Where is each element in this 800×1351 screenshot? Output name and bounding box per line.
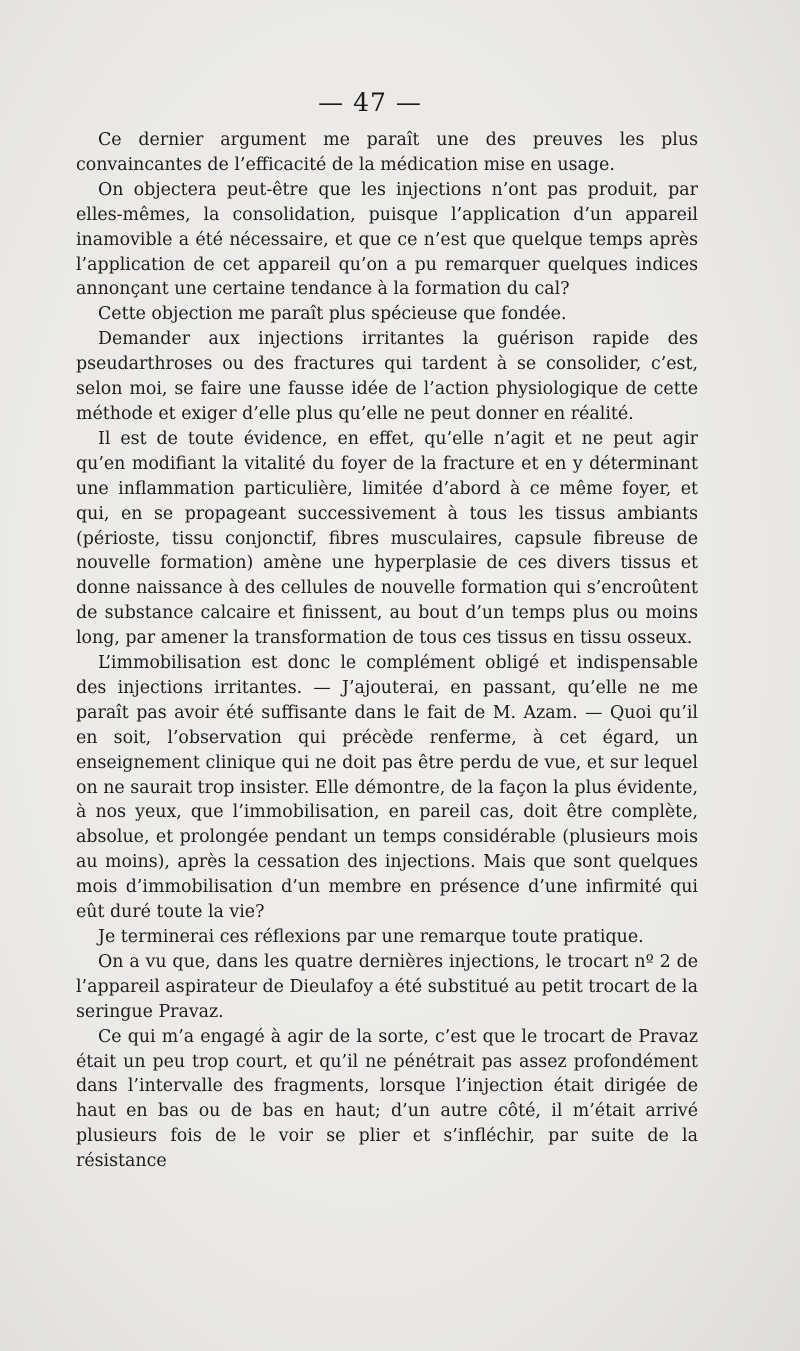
paragraph: Il est de toute évidence, en effet, qu’elle n’agit et ne peut agir qu’en modifiant la vitalité du foyer de la fracture et en y déterminant une inflammation particulière, limitée d’abord à ce même foyer, et qui, en se propageant successivement à tous les tissus ambiants (périoste, tissu conjonctif, fibres musculaires, capsule fibreuse de nouvelle formation) amène une hyperplasie de ces divers tissus et donne naissance à des cellules de nouvelle formation qui s’encroûtent de substance calcaire et finissent, au bout d’un temps plus ou moins long, par amener la transformation de tous ces tissus en tissu osseux. xyxy=(76,428,698,649)
body-text xyxy=(76,128,698,1174)
paragraph: Je terminerai ces réflexions par une remarque toute pratique. xyxy=(98,927,644,947)
page-number: — 47 — xyxy=(318,88,422,117)
paragraph: Ce qui m’a engagé à agir de la sorte, c’est que le trocart de Pravaz était un peu trop court, et qu’il ne pénétrait pas assez profondément dans l’intervalle des fragments, lorsque l’injection était dirigée de haut en bas ou de bas en haut; d’un autre côté, il m’était arrivé plusieurs fois de le voir se plier et s’infléchir, par suite de la résistance xyxy=(76,1026,698,1172)
paragraph: On a vu que, dans les quatre dernières injections, le trocart nº 2 de l’appareil aspirateur de Dieulafoy a été substitué au petit trocart de la seringue Pravaz. xyxy=(76,951,698,1022)
paragraph: Ce dernier argument me paraît une des preuves les plus convaincantes de l’efficacité de la médication mise en usage. xyxy=(76,130,698,175)
paragraph: Demander aux injections irritantes la guérison rapide des pseudarthroses ou des fractures qui tardent à se consolider, c’est, selon moi, se faire une fausse idée de l’action physiologique de cette méthode et exiger d’elle plus qu’elle ne peut donner en réalité. xyxy=(76,329,698,424)
paragraph: L’immobilisation est donc le complément obligé et indispensable des injections irritantes. — J’ajouterai, en passant, qu’elle ne me paraît pas avoir été suffisante dans le fait de M. Azam. — Quoi qu’il en soit, l’observation qui précède renferme, à cet égard, un enseignement clinique qui ne doit pas être perdu de vue, et sur lequel on ne saurait trop insister. Elle démontre, de la façon la plus évidente, à nos yeux, que l’immobilisation, en pareil cas, doit être complète, absolue, et prolongée pendant un temps considérable (plusieurs mois au moins), après la cessation des injections. Mais que sont quelques mois d’immobilisation d’un membre en présence d’une infirmité qui eût duré toute la vie? xyxy=(76,653,698,923)
paragraph: On objectera peut-être que les injections n’ont pas produit, par elles-mêmes, la consolidation, puisque l’application d’un appareil inamovible a été nécessaire, et que ce n’est que quelque temps après l’application de cet appareil qu’on a pu remarquer quelques indices annonçant une certaine tendance à la formation du cal? xyxy=(76,179,698,300)
paragraph: Cette objection me paraît plus spécieuse que fondée. xyxy=(98,304,567,325)
